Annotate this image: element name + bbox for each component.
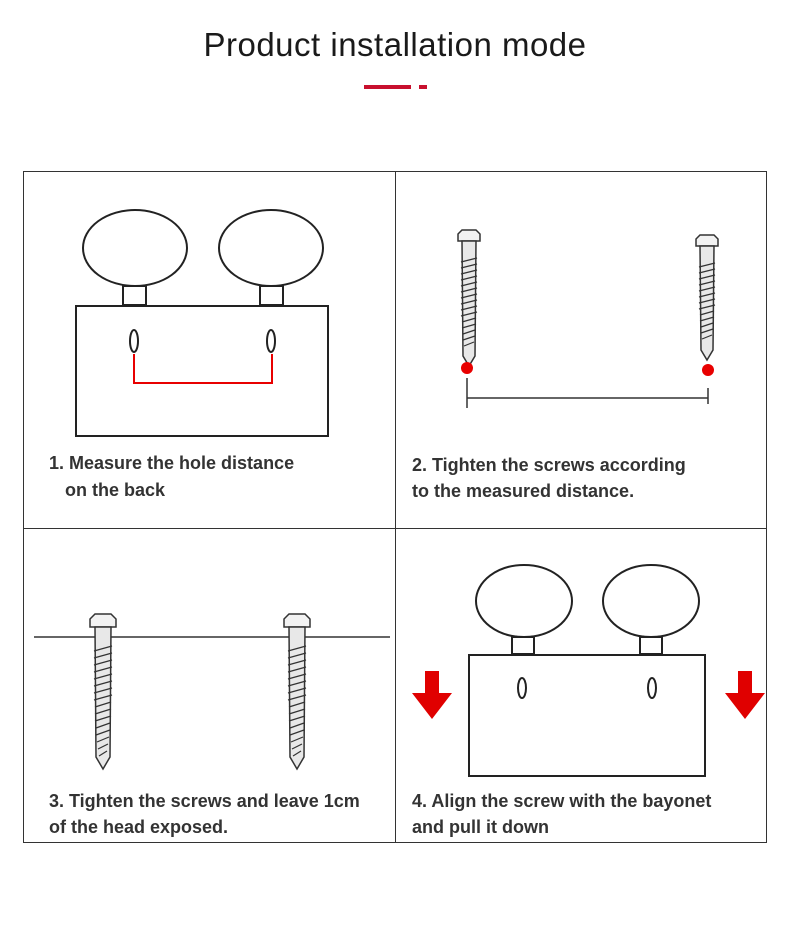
- step-3-caption-line2: of the head exposed.: [49, 817, 229, 837]
- page-title: Product installation mode: [203, 26, 587, 63]
- step-1-panel: [24, 172, 395, 528]
- title-accent-bar: [364, 85, 411, 89]
- step-4-caption-line2: and pull it down: [412, 817, 549, 837]
- screw-left-icon: [458, 230, 480, 366]
- step-4-panel: [396, 529, 767, 842]
- installation-steps-grid: [23, 171, 767, 843]
- step-3-caption-line1: 3. Tighten the screws and leave 1cm: [49, 791, 360, 811]
- step-1-caption-line1: 1. Measure the hole distance: [49, 453, 295, 473]
- marker-right-dot: [702, 364, 714, 376]
- arrow-down-right-icon: [725, 671, 765, 719]
- screw-right-icon: [696, 235, 718, 360]
- title-accent-dot: [419, 85, 427, 89]
- step-1-caption-line2: on the back: [65, 480, 166, 500]
- cropped-header-text: [0, 0, 790, 4]
- step-2-panel: [396, 172, 767, 528]
- arrow-down-left-icon: [412, 671, 452, 719]
- step-3-panel: [24, 529, 395, 842]
- step-4-caption-line1: 4. Align the screw with the bayonet: [412, 791, 712, 811]
- step-2-caption-line1: 2. Tighten the screws according: [412, 455, 686, 475]
- step-2-caption-line2: to the measured distance.: [412, 481, 635, 501]
- marker-left-dot: [461, 362, 473, 374]
